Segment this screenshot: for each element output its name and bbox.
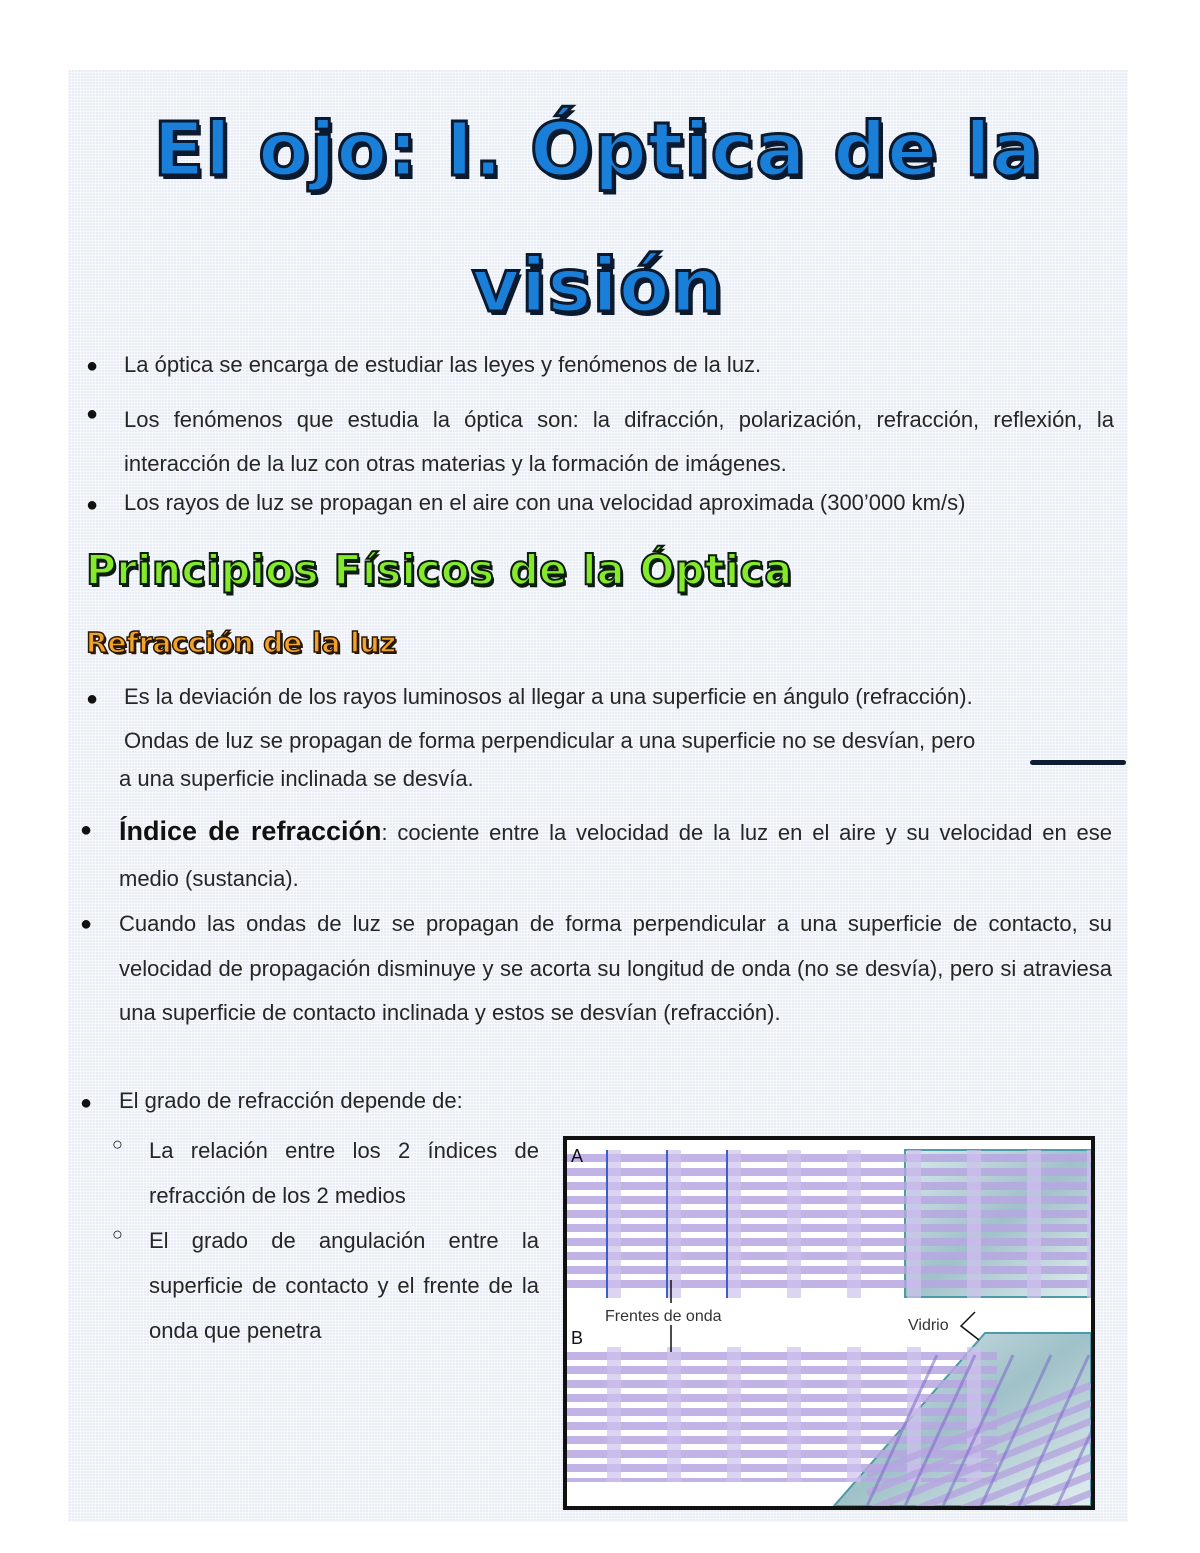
wave-band: [567, 1436, 997, 1444]
wave-band: [567, 1168, 1091, 1176]
wave-band-vertical: [1087, 1150, 1091, 1298]
wave-band-vertical: [727, 1347, 741, 1482]
wave-band: [567, 1224, 1091, 1232]
wave-band: [567, 1266, 1091, 1274]
intro-bullet-3: Los rayos de luz se propagan en el aire con una velocidad aproximada (300’000 km/s): [124, 490, 966, 515]
sub-item-1: La relación entre los 2 índices de refracción de los 2 medios: [149, 1138, 539, 1208]
wave-band: [567, 1182, 1091, 1190]
refraction-diagram: [567, 1140, 1091, 1506]
sub-item-2: El grado de angulación entre la superficie de contacto y el frente de la onda que penetra: [149, 1228, 539, 1343]
wave-band: [567, 1394, 997, 1402]
intro-bullet-1: La óptica se encarga de estudiar las leyes y fenómenos de la luz.: [124, 352, 762, 377]
intro-bullet-2: Los fenómenos que estudia la óptica son: la difracción, polarización, refracción, reflexión, la interacción de la luz con otras materias y la formación de imágenes.: [124, 407, 1114, 476]
panel-label-b: B: [571, 1328, 584, 1348]
wave-band: [567, 1380, 997, 1388]
bullet-icon: ●: [86, 494, 99, 516]
wavefronts-label: Frentes de onda: [605, 1308, 722, 1325]
wave-band: [567, 1280, 1091, 1288]
index-definition-text: : cociente entre la velocidad de la luz en el aire y su velocidad en ese medio (sustancia).: [119, 820, 1112, 891]
wave-band-vertical: [847, 1347, 861, 1482]
title-line-2: visión: [471, 243, 725, 329]
wave-band: [567, 1252, 1091, 1260]
bullet-icon: ●: [86, 688, 99, 710]
refraction-index-definition: [119, 808, 1112, 902]
refraction-bullet-1: Es la deviación de los rayos luminosos al llegar a una superficie en ángulo (refracción).: [124, 684, 973, 709]
index-term: Índice de refracción: [119, 816, 382, 846]
glass-label: Vidrio: [908, 1317, 949, 1334]
wave-band-vertical: [607, 1150, 621, 1298]
bullet-icon: ●: [86, 355, 99, 377]
wave-band: [567, 1422, 997, 1430]
wave-band: [567, 1352, 997, 1360]
refraction-bullet-1-continuation-2: a una superficie inclinada se desvía.: [119, 766, 474, 791]
section-heading: Principios Físicos de la Óptica: [86, 546, 793, 594]
bullet-icon: ●: [86, 403, 99, 425]
wave-band-vertical: [727, 1150, 741, 1298]
page-title: [68, 82, 1128, 354]
bullet-icon: ●: [80, 913, 93, 935]
glass-pointer: [961, 1312, 979, 1340]
bullet-icon: ●: [80, 1092, 93, 1114]
panel-label-a: A: [571, 1146, 584, 1166]
bullet-icon: ●: [80, 819, 93, 841]
circle-bullet-icon: ○: [112, 1134, 123, 1154]
wave-band: [567, 1196, 1091, 1204]
wave-band-vertical: [787, 1150, 801, 1298]
refraction-bullet-3: Cuando las ondas de luz se propagan de forma perpendicular a una superficie de contacto, su velocidad de propagación disminuye y se acorta su longitud de onda (no se desvía), pero si atraviesa una superficie de contacto inclinada y estos se desvían (refracción).: [119, 911, 1112, 1025]
refraction-bullet-1-continuation: Ondas de luz se propagan de forma perpendicular a una superficie no se desvían, pero: [124, 728, 976, 753]
wave-band-vertical: [1027, 1150, 1041, 1298]
wave-band-vertical: [607, 1347, 621, 1482]
wave-band-vertical: [847, 1150, 861, 1298]
wave-band-vertical: [907, 1150, 921, 1298]
subsection-heading: Refracción de la luz: [86, 626, 396, 659]
wave-band-vertical: [967, 1150, 981, 1298]
wave-band-vertical: [667, 1347, 681, 1482]
circle-bullet-icon: ○: [112, 1224, 123, 1244]
wave-band-vertical: [787, 1347, 801, 1482]
wave-band: [567, 1210, 1091, 1218]
title-line-1: El ojo: I. Óptica de la: [153, 107, 1043, 193]
pen-underline-mark: [1030, 760, 1126, 765]
wave-band: [567, 1238, 1091, 1246]
refraction-figure: [563, 1136, 1095, 1510]
wave-band-vertical: [667, 1150, 681, 1298]
refraction-bullet-4: El grado de refracción depende de:: [119, 1088, 463, 1113]
wave-band: [567, 1408, 997, 1416]
wave-band: [567, 1154, 1091, 1162]
